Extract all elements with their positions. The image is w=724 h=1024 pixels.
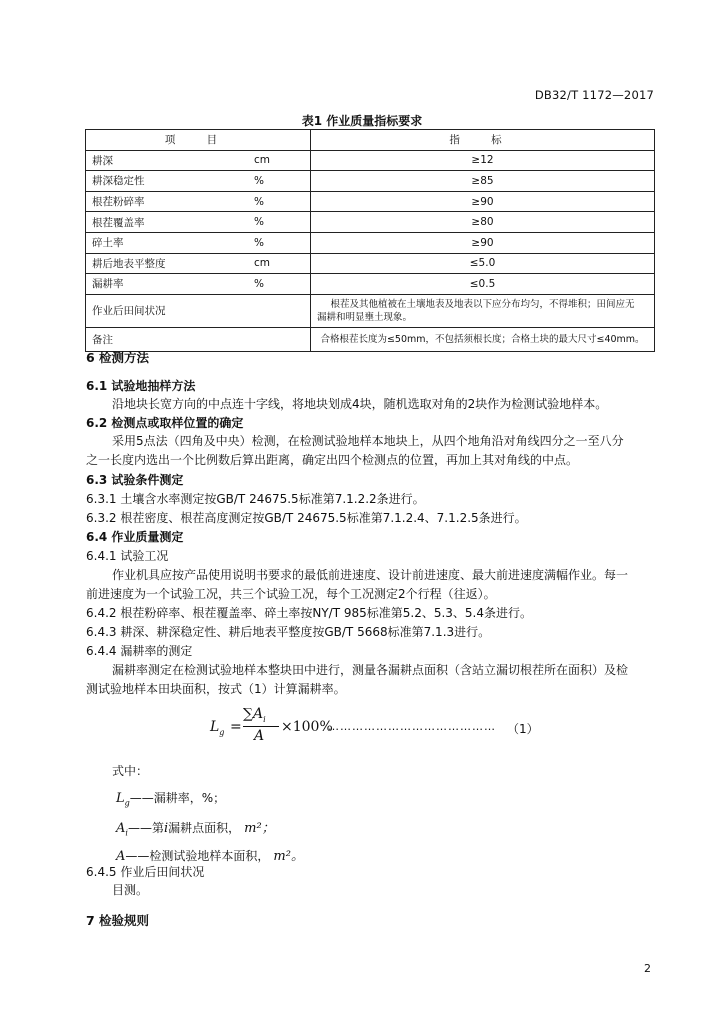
row-name: 根茬覆盖率 [86, 212, 249, 233]
row-unit: % [248, 274, 311, 295]
row-name: 耕深 [86, 150, 249, 171]
row-name: 耕深稳定性 [86, 171, 249, 192]
row-value: ≥80 [311, 212, 655, 233]
section-6-4-4-heading: 6.4.4 漏耕率的测定 [86, 644, 193, 658]
row-name: 根茬粉碎率 [86, 191, 249, 212]
formula-numerator: $\sum A_i$ [243, 706, 266, 724]
row-unit: % [248, 212, 311, 233]
section-6-4-1-heading: 6.4.1 试验工况 [86, 549, 169, 563]
row-value [311, 294, 655, 327]
section-6-4-1-text-line-2: 前进速度为一个试验工况，共三个试验工况，每个工况测定2个行程（往返）。 [86, 587, 496, 601]
formula-leader-dots: …………………………………… [328, 720, 496, 733]
row-value: ≥85 [311, 171, 655, 192]
field-condition-line-1: 根茬及其他植被在土壤地表及地表以下应分布均匀，不得堆积；田间应无 [330, 298, 635, 310]
document-code: DB32/T 1172—2017 [534, 88, 654, 102]
section-6-1-text: 沿地块长宽方向的中点连十字线，将地块划成4块，随机选取对角的2块作为检测试验地样本。 [112, 397, 608, 411]
formula-times-100: ×100% [281, 719, 333, 735]
section-6-4-4-text-line-1: 漏耕率测定在检测试验地样本整块田中进行，测量各漏耕点面积（含站立漏切根茬所在面积）及检 [112, 663, 629, 677]
section-6-4-4-text-line-2: 测试验地样本田块面积，按式（1）计算漏耕率。 [86, 682, 346, 696]
row-unit: cm [248, 150, 311, 171]
quality-index-table [85, 129, 655, 352]
definition-lg: $L_g——$漏耕率，%； [116, 791, 226, 808]
row-name: 耕后地表平整度 [86, 253, 249, 274]
section-6-3-1-text: 6.3.1 土壤含水率测定按GB/T 24675.5标准第7.1.2.2条进行。 [86, 492, 425, 506]
formula-fraction-bar [243, 726, 279, 727]
formula-number: （1） [507, 722, 539, 736]
table-caption: 表1 作业质量指标要求 [301, 114, 423, 128]
table-header-item: 项 目 [86, 130, 311, 151]
table-row-note [86, 327, 655, 352]
row-unit: cm [248, 253, 311, 274]
row-name: 漏耕率 [86, 274, 249, 295]
symbol-lg: $L_g$ [116, 791, 130, 808]
row-name: 备注 [86, 327, 311, 352]
row-name: 碎土率 [86, 232, 249, 253]
table-header-row [86, 130, 655, 151]
formula-lhs: $L_g$ [210, 719, 225, 737]
row-unit: % [248, 232, 311, 253]
table-row-field-condition [86, 294, 655, 327]
row-value: ≥90 [311, 191, 655, 212]
section-6-4-5-heading: 6.4.5 作业后田间状况 [86, 865, 205, 879]
formula-1 [210, 706, 540, 746]
section-6-4-5-text: 目测。 [112, 883, 149, 897]
row-value: ≤0.5 [311, 274, 655, 295]
section-6-4-3-text: 6.4.3 耕深、耕深稳定性、耕后地表平整度按GB/T 5668标准第7.1.3进行。 [86, 625, 491, 639]
page-number: 2 [644, 962, 651, 975]
section-6-3-2-text: 6.3.2 根茬密度、根茬高度测定按GB/T 24675.5标准第7.1.2.4、7.1.2.5条进行。 [86, 511, 527, 525]
section-6-2-text-line-2: 之一长度内选出一个比例数后算出距离，确定出四个检测点的位置，再加上其对角线的中点。 [86, 453, 579, 467]
section-6-4-1-text-line-1: 作业机具应按产品使用说明书要求的最低前进速度、设计前进速度、最大前进速度满幅作业。每一 [112, 568, 629, 582]
row-name: 作业后田间状况 [86, 294, 311, 327]
section-6-4-heading: 6.4 作业质量测定 [86, 530, 184, 544]
section-6-1-heading: 6.1 试验地抽样方法 [86, 379, 196, 393]
symbol-ai: $A_i$ [116, 821, 128, 838]
section-6-4-2-text: 6.4.2 根茬粉碎率、根茬覆盖率、碎土率按NY/T 985标准第5.2、5.3、5.4条进行。 [86, 606, 533, 620]
symbol-a: A [116, 849, 126, 864]
section-6-2-text-line-1: 采用5点法（四角及中央）检测，在检测试验地样本地块上，从四个地角沿对角线四分之一至八分 [112, 434, 624, 448]
row-value: 合格根茬长度为≤50mm，不包括须根长度；合格土块的最大尺寸≤40mm。 [311, 327, 655, 352]
table-row [86, 253, 655, 274]
row-value: ≥90 [311, 232, 655, 253]
table-row [86, 212, 655, 233]
row-value: ≤5.0 [311, 253, 655, 274]
table-header-index: 指 标 [311, 130, 655, 151]
row-unit: % [248, 171, 311, 192]
definition-a: A——检测试验地样本面积， m²。 [116, 849, 304, 864]
section-6-3-heading: 6.3 试验条件测定 [86, 473, 184, 487]
section-6-heading: 6 检测方法 [86, 350, 150, 365]
table-row [86, 232, 655, 253]
table-row [86, 274, 655, 295]
row-value: ≥12 [311, 150, 655, 171]
table-row [86, 150, 655, 171]
row-unit: % [248, 191, 311, 212]
table-row [86, 191, 655, 212]
formula-equals: = [230, 719, 242, 735]
where-label: 式中： [112, 764, 149, 778]
section-7-heading: 7 检验规则 [86, 913, 150, 928]
formula-denominator: A [254, 728, 265, 744]
definition-ai: $A_i——$第i漏耕点面积， m²； [116, 821, 275, 838]
section-6-2-heading: 6.2 检测点或取样位置的确定 [86, 416, 244, 430]
field-condition-line-2: 漏耕和明显壅土现象。 [317, 311, 413, 323]
table-row [86, 171, 655, 192]
